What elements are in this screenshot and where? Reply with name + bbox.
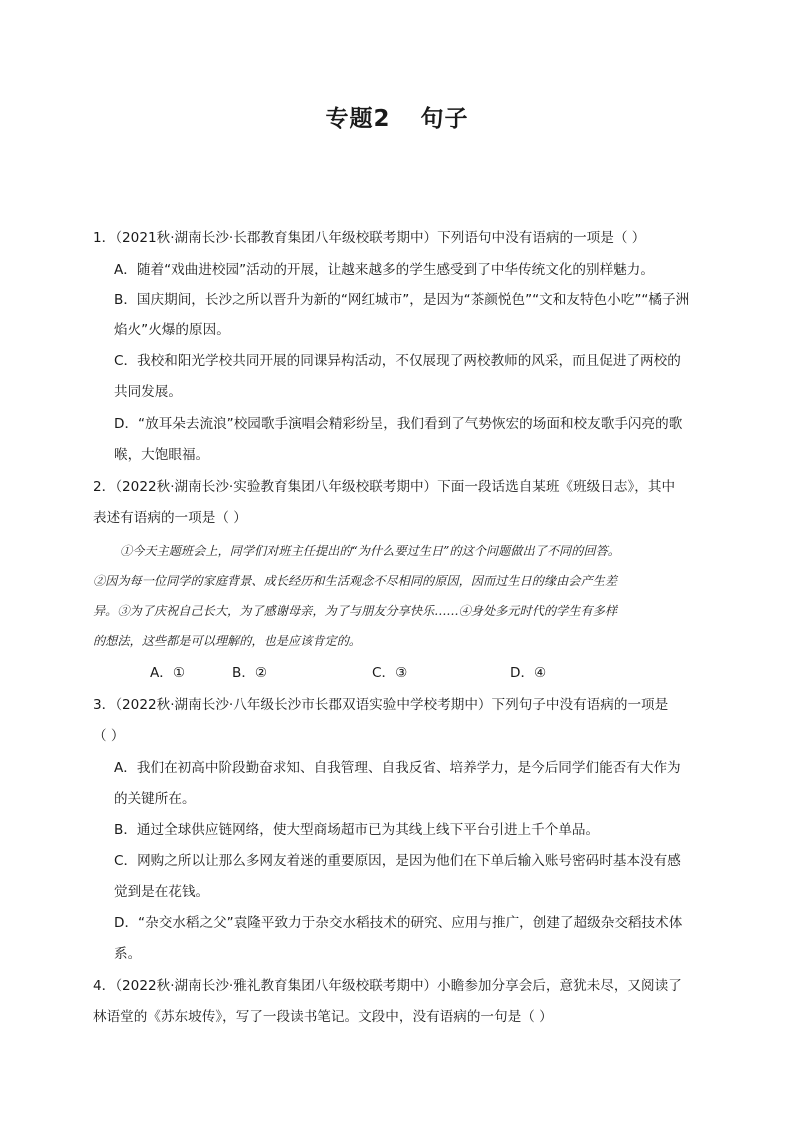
title-main: 专题2 [325, 106, 391, 132]
question-2-stem: 2．（2022秋·湖南长沙·实验教育集团八年级校联考期中）下面一段话选自某班《班级日志》，其中 [93, 479, 676, 495]
question-3-option-a: A．我们在初高中阶段勤奋求知、自我管理、自我反省、培养学力，是今后同学们能否有大作为 [114, 760, 681, 776]
question-2-passage-line: 的想法，这些都是可以理解的，也是应该肯定的。 [93, 634, 362, 648]
question-3-option-c: C．网购之所以让那么多网友着迷的重要原因，是因为他们在下单后输入账号密码时基本没有感 [114, 853, 681, 869]
question-1-stem: 1．（2021秋·湖南长沙·长郡教育集团八年级校联考期中）下列语句中没有语病的一项是（ ） [93, 230, 646, 246]
question-2-stem-cont: 表述有语病的一项是（ ） [93, 510, 247, 526]
question-3-stem-cont: （ ） [93, 728, 125, 744]
question-3-option-c-cont: 觉到是在花钱。 [114, 884, 210, 900]
question-3-option-d: D．“杂交水稻之父”袁隆平致力于杂交水稻技术的研究、应用与推广，创建了超级杂交稻技术体 [114, 915, 683, 931]
question-1-option-c: C．我校和阳光学校共同开展的同课异构活动，不仅展现了两校教师的风采，而且促进了两校的 [114, 353, 681, 369]
question-2-choices [150, 663, 546, 683]
question-4-stem: 4．（2022秋·湖南长沙·雅礼教育集团八年级校联考期中）小瞻参加分享会后，意犹未尽，又阅读了 [93, 978, 682, 994]
question-2-passage-line: ②因为每一位同学的家庭背景、成长经历和生活观念不尽相同的原因，因而过生日的缘由会产生差 [93, 574, 618, 588]
question-1-option-b-cont: 焰火”火爆的原因。 [114, 322, 230, 338]
question-2-choice-c: C．③ [372, 665, 408, 681]
question-1-option-d-cont: 喉，大饱眼福。 [114, 447, 210, 463]
question-1-option-c-cont: 共同发展。 [114, 384, 182, 400]
page-title [0, 100, 794, 133]
question-1-option-b: B．国庆期间，长沙之所以晋升为新的“网红城市”，是因为“茶颜悦色”“文和友特色小吃”“橘子洲 [114, 292, 690, 308]
question-4-stem-cont: 林语堂的《苏东坡传》，写了一段读书笔记。文段中，没有语病的一句是（ ） [93, 1009, 553, 1025]
question-3-option-d-cont: 系。 [114, 946, 142, 962]
question-2-choice-d: D．④ [510, 665, 547, 681]
question-2-choice-b: B．② [232, 665, 268, 681]
question-2-passage-line: ①今天主题班会上，同学们对班主任提出的“为什么要过生日”的这个问题做出了不同的回答。 [120, 544, 620, 558]
question-2-passage-line: 异。③为了庆祝自己长大，为了感谢母亲，为了与朋友分享快乐……④身处多元时代的学生有多样 [93, 604, 618, 618]
title-sub: 句子 [420, 106, 469, 132]
question-1-option-d: D．“放耳朵去流浪”校园歌手演唱会精彩纷呈，我们看到了气势恢宏的场面和校友歌手闪亮的歌 [114, 416, 683, 432]
question-1-option-a: A．随着“戏曲进校园”活动的开展，让越来越多的学生感受到了中华传统文化的别样魅力。 [114, 262, 654, 278]
question-3-option-a-cont: 的关键所在。 [114, 791, 196, 807]
question-3-option-b: B．通过全球供应链网络，使大型商场超市已为其线上线下平台引进上千个单品。 [114, 822, 600, 838]
question-3-stem: 3．（2022秋·湖南长沙·八年级长沙市长郡双语实验中学校考期中）下列句子中没有语病的一项是 [93, 697, 669, 713]
question-2-choice-a: A．① [150, 665, 186, 681]
